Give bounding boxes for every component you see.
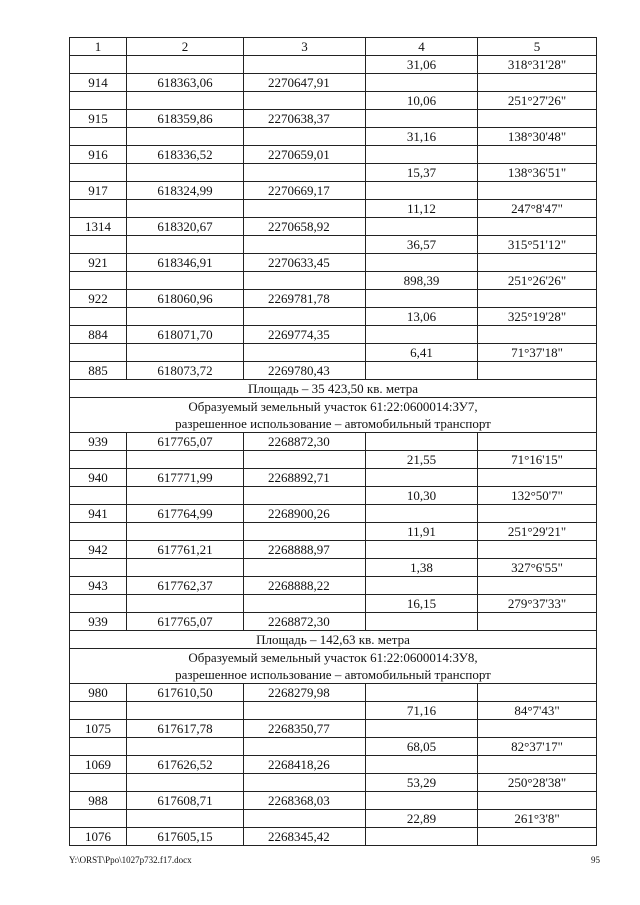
distance-cell: 1,38	[366, 559, 478, 577]
y-coordinate-cell: 2268888,22	[244, 577, 366, 595]
column-header: 2	[127, 38, 244, 56]
x-coordinate-cell: 617765,07	[127, 433, 244, 451]
point-number-cell: 1075	[70, 720, 127, 738]
x-coordinate-cell: 617605,15	[127, 828, 244, 846]
table-row	[70, 290, 597, 308]
table-row	[70, 756, 597, 774]
y-coordinate-cell: 2268279,98	[244, 684, 366, 702]
distance-cell	[366, 828, 478, 846]
table-row	[70, 613, 597, 631]
x-coordinate-cell: 618336,52	[127, 146, 244, 164]
table-body	[70, 38, 597, 846]
x-coordinate-cell	[127, 56, 244, 74]
distance-cell	[366, 756, 478, 774]
bearing-cell: 250°28'38"	[478, 774, 597, 792]
section-title	[70, 649, 597, 684]
x-coordinate-cell: 617762,37	[127, 577, 244, 595]
bearing-cell	[478, 469, 597, 487]
distance-cell	[366, 541, 478, 559]
bearing-cell: 138°30'48"	[478, 128, 597, 146]
point-number-cell: 922	[70, 290, 127, 308]
x-coordinate-cell	[127, 308, 244, 326]
y-coordinate-cell	[244, 451, 366, 469]
x-coordinate-cell: 618359,86	[127, 110, 244, 128]
column-header: 3	[244, 38, 366, 56]
x-coordinate-cell	[127, 92, 244, 110]
y-coordinate-cell	[244, 164, 366, 182]
distance-cell: 11,91	[366, 523, 478, 541]
y-coordinate-cell	[244, 738, 366, 756]
x-coordinate-cell: 618363,06	[127, 74, 244, 92]
x-coordinate-cell: 617765,07	[127, 613, 244, 631]
table-row	[70, 541, 597, 559]
distance-cell	[366, 720, 478, 738]
bearing-cell: 318°31'28"	[478, 56, 597, 74]
section-title	[70, 398, 597, 433]
y-coordinate-cell	[244, 595, 366, 613]
distance-cell: 53,29	[366, 774, 478, 792]
x-coordinate-cell	[127, 128, 244, 146]
point-number-cell	[70, 92, 127, 110]
x-coordinate-cell	[127, 523, 244, 541]
bearing-cell	[478, 74, 597, 92]
x-coordinate-cell	[127, 595, 244, 613]
point-number-cell: 940	[70, 469, 127, 487]
distance-cell	[366, 505, 478, 523]
point-number-cell: 1076	[70, 828, 127, 846]
bearing-cell	[478, 756, 597, 774]
bearing-cell	[478, 254, 597, 272]
bearing-cell: 315°51'12"	[478, 236, 597, 254]
bearing-cell	[478, 182, 597, 200]
point-number-cell: 921	[70, 254, 127, 272]
distance-cell	[366, 110, 478, 128]
y-coordinate-cell: 2269781,78	[244, 290, 366, 308]
bearing-cell	[478, 146, 597, 164]
point-number-cell	[70, 487, 127, 505]
y-coordinate-cell: 2269780,43	[244, 362, 366, 380]
y-coordinate-cell: 2270633,45	[244, 254, 366, 272]
x-coordinate-cell	[127, 164, 244, 182]
point-number-cell	[70, 128, 127, 146]
y-coordinate-cell	[244, 308, 366, 326]
coordinates-table	[69, 37, 597, 846]
table-header-row	[70, 38, 597, 56]
bearing-cell: 327°6'55"	[478, 559, 597, 577]
table-row	[70, 505, 597, 523]
x-coordinate-cell: 617608,71	[127, 792, 244, 810]
y-coordinate-cell	[244, 559, 366, 577]
table-row	[70, 200, 597, 218]
section-title-line: Образуемый земельный участок 61:22:0600014:ЗУ8,	[188, 650, 478, 665]
footer-file-path: Y:\ORST\Ppo\1027p732.f17.docx	[69, 855, 192, 865]
x-coordinate-cell	[127, 738, 244, 756]
point-number-cell	[70, 738, 127, 756]
bearing-cell	[478, 433, 597, 451]
bearing-cell: 247°8'47"	[478, 200, 597, 218]
point-number-cell	[70, 200, 127, 218]
y-coordinate-cell	[244, 702, 366, 720]
point-number-cell: 939	[70, 613, 127, 631]
section-title-line: разрешенное использование – автомобильный транспорт	[175, 667, 491, 682]
y-coordinate-cell	[244, 487, 366, 505]
bearing-cell	[478, 792, 597, 810]
x-coordinate-cell	[127, 451, 244, 469]
table-row	[70, 451, 597, 469]
x-coordinate-cell	[127, 344, 244, 362]
y-coordinate-cell	[244, 236, 366, 254]
bearing-cell	[478, 362, 597, 380]
table-row	[70, 344, 597, 362]
y-coordinate-cell	[244, 523, 366, 541]
x-coordinate-cell	[127, 559, 244, 577]
distance-cell: 36,57	[366, 236, 478, 254]
table-row	[70, 74, 597, 92]
y-coordinate-cell: 2268418,26	[244, 756, 366, 774]
distance-cell: 16,15	[366, 595, 478, 613]
y-coordinate-cell	[244, 272, 366, 290]
distance-cell	[366, 146, 478, 164]
distance-cell	[366, 792, 478, 810]
y-coordinate-cell: 2268345,42	[244, 828, 366, 846]
x-coordinate-cell	[127, 487, 244, 505]
table-row	[70, 774, 597, 792]
point-number-cell: 980	[70, 684, 127, 702]
table-row	[70, 236, 597, 254]
distance-cell: 10,30	[366, 487, 478, 505]
bearing-cell	[478, 218, 597, 236]
y-coordinate-cell: 2268892,71	[244, 469, 366, 487]
bearing-cell	[478, 613, 597, 631]
bearing-cell	[478, 541, 597, 559]
table-row	[70, 254, 597, 272]
bearing-cell	[478, 326, 597, 344]
y-coordinate-cell: 2268872,30	[244, 433, 366, 451]
table-row	[70, 128, 597, 146]
table-row	[70, 595, 597, 613]
table-row	[70, 92, 597, 110]
x-coordinate-cell	[127, 810, 244, 828]
distance-cell	[366, 254, 478, 272]
x-coordinate-cell: 617761,21	[127, 541, 244, 559]
page-number: 95	[591, 855, 600, 865]
point-number-cell	[70, 774, 127, 792]
y-coordinate-cell	[244, 774, 366, 792]
point-number-cell	[70, 272, 127, 290]
x-coordinate-cell: 617626,52	[127, 756, 244, 774]
point-number-cell	[70, 56, 127, 74]
y-coordinate-cell: 2268888,97	[244, 541, 366, 559]
point-number-cell: 915	[70, 110, 127, 128]
table-row	[70, 326, 597, 344]
table-row	[70, 559, 597, 577]
point-number-cell	[70, 559, 127, 577]
bearing-cell	[478, 577, 597, 595]
x-coordinate-cell	[127, 200, 244, 218]
point-number-cell: 939	[70, 433, 127, 451]
table-row	[70, 110, 597, 128]
y-coordinate-cell: 2268368,03	[244, 792, 366, 810]
x-coordinate-cell	[127, 702, 244, 720]
table-row	[70, 146, 597, 164]
table-row	[70, 523, 597, 541]
point-number-cell: 885	[70, 362, 127, 380]
x-coordinate-cell: 618073,72	[127, 362, 244, 380]
bearing-cell: 82°37'17"	[478, 738, 597, 756]
y-coordinate-cell	[244, 92, 366, 110]
y-coordinate-cell: 2269774,35	[244, 326, 366, 344]
table-row	[70, 433, 597, 451]
bearing-cell	[478, 290, 597, 308]
area-row	[70, 631, 597, 649]
distance-cell: 11,12	[366, 200, 478, 218]
point-number-cell	[70, 344, 127, 362]
x-coordinate-cell: 618324,99	[127, 182, 244, 200]
point-number-cell	[70, 702, 127, 720]
bearing-cell: 279°37'33"	[478, 595, 597, 613]
distance-cell	[366, 684, 478, 702]
table-row	[70, 792, 597, 810]
y-coordinate-cell	[244, 200, 366, 218]
bearing-cell: 138°36'51"	[478, 164, 597, 182]
point-number-cell: 914	[70, 74, 127, 92]
table-row	[70, 469, 597, 487]
x-coordinate-cell: 618346,91	[127, 254, 244, 272]
bearing-cell: 261°3'8"	[478, 810, 597, 828]
table-row	[70, 308, 597, 326]
x-coordinate-cell	[127, 272, 244, 290]
table-row	[70, 684, 597, 702]
point-number-cell	[70, 810, 127, 828]
section-title-line: разрешенное использование – автомобильный транспорт	[175, 416, 491, 431]
point-number-cell: 917	[70, 182, 127, 200]
bearing-cell	[478, 505, 597, 523]
y-coordinate-cell	[244, 810, 366, 828]
bearing-cell	[478, 720, 597, 738]
x-coordinate-cell: 618060,96	[127, 290, 244, 308]
x-coordinate-cell	[127, 774, 244, 792]
column-header: 1	[70, 38, 127, 56]
distance-cell	[366, 326, 478, 344]
distance-cell	[366, 218, 478, 236]
distance-cell: 31,06	[366, 56, 478, 74]
point-number-cell: 884	[70, 326, 127, 344]
bearing-cell: 132°50'7"	[478, 487, 597, 505]
distance-cell: 31,16	[366, 128, 478, 146]
x-coordinate-cell: 617610,50	[127, 684, 244, 702]
point-number-cell: 1314	[70, 218, 127, 236]
distance-cell	[366, 74, 478, 92]
distance-cell	[366, 182, 478, 200]
x-coordinate-cell: 618071,70	[127, 326, 244, 344]
section-title-row	[70, 649, 597, 684]
y-coordinate-cell: 2268872,30	[244, 613, 366, 631]
distance-cell: 15,37	[366, 164, 478, 182]
bearing-cell	[478, 684, 597, 702]
column-header: 4	[366, 38, 478, 56]
area-summary: Площадь – 35 423,50 кв. метра	[70, 380, 597, 398]
table-row	[70, 828, 597, 846]
distance-cell: 898,39	[366, 272, 478, 290]
table-row	[70, 577, 597, 595]
section-title-row	[70, 398, 597, 433]
distance-cell	[366, 469, 478, 487]
bearing-cell: 325°19'28"	[478, 308, 597, 326]
y-coordinate-cell	[244, 128, 366, 146]
bearing-cell: 251°27'26"	[478, 92, 597, 110]
y-coordinate-cell: 2268350,77	[244, 720, 366, 738]
table-row	[70, 272, 597, 290]
y-coordinate-cell: 2270669,17	[244, 182, 366, 200]
distance-cell: 10,06	[366, 92, 478, 110]
table-row	[70, 810, 597, 828]
bearing-cell	[478, 828, 597, 846]
column-header: 5	[478, 38, 597, 56]
point-number-cell	[70, 308, 127, 326]
point-number-cell: 943	[70, 577, 127, 595]
section-title-line: Образуемый земельный участок 61:22:0600014:ЗУ7,	[188, 399, 478, 414]
table-row	[70, 720, 597, 738]
x-coordinate-cell: 617771,99	[127, 469, 244, 487]
table-row	[70, 702, 597, 720]
table-row	[70, 56, 597, 74]
table-row	[70, 362, 597, 380]
distance-cell: 6,41	[366, 344, 478, 362]
distance-cell	[366, 613, 478, 631]
distance-cell	[366, 433, 478, 451]
point-number-cell	[70, 523, 127, 541]
x-coordinate-cell: 617617,78	[127, 720, 244, 738]
distance-cell: 21,55	[366, 451, 478, 469]
area-row	[70, 380, 597, 398]
y-coordinate-cell	[244, 344, 366, 362]
y-coordinate-cell: 2268900,26	[244, 505, 366, 523]
bearing-cell: 251°29'21"	[478, 523, 597, 541]
y-coordinate-cell	[244, 56, 366, 74]
y-coordinate-cell: 2270638,37	[244, 110, 366, 128]
bearing-cell	[478, 110, 597, 128]
table-row	[70, 182, 597, 200]
bearing-cell: 84°7'43"	[478, 702, 597, 720]
table-row	[70, 487, 597, 505]
y-coordinate-cell: 2270647,91	[244, 74, 366, 92]
area-summary: Площадь – 142,63 кв. метра	[70, 631, 597, 649]
point-number-cell: 942	[70, 541, 127, 559]
point-number-cell	[70, 164, 127, 182]
table-row	[70, 164, 597, 182]
distance-cell: 71,16	[366, 702, 478, 720]
distance-cell	[366, 290, 478, 308]
table-row	[70, 738, 597, 756]
distance-cell	[366, 362, 478, 380]
distance-cell: 22,89	[366, 810, 478, 828]
bearing-cell: 71°16'15"	[478, 451, 597, 469]
point-number-cell	[70, 236, 127, 254]
y-coordinate-cell: 2270659,01	[244, 146, 366, 164]
point-number-cell: 988	[70, 792, 127, 810]
distance-cell: 68,05	[366, 738, 478, 756]
x-coordinate-cell: 617764,99	[127, 505, 244, 523]
point-number-cell: 916	[70, 146, 127, 164]
distance-cell: 13,06	[366, 308, 478, 326]
x-coordinate-cell	[127, 236, 244, 254]
point-number-cell	[70, 595, 127, 613]
y-coordinate-cell: 2270658,92	[244, 218, 366, 236]
point-number-cell: 1069	[70, 756, 127, 774]
bearing-cell: 71°37'18"	[478, 344, 597, 362]
point-number-cell	[70, 451, 127, 469]
bearing-cell: 251°26'26"	[478, 272, 597, 290]
distance-cell	[366, 577, 478, 595]
x-coordinate-cell: 618320,67	[127, 218, 244, 236]
table-row	[70, 218, 597, 236]
point-number-cell: 941	[70, 505, 127, 523]
